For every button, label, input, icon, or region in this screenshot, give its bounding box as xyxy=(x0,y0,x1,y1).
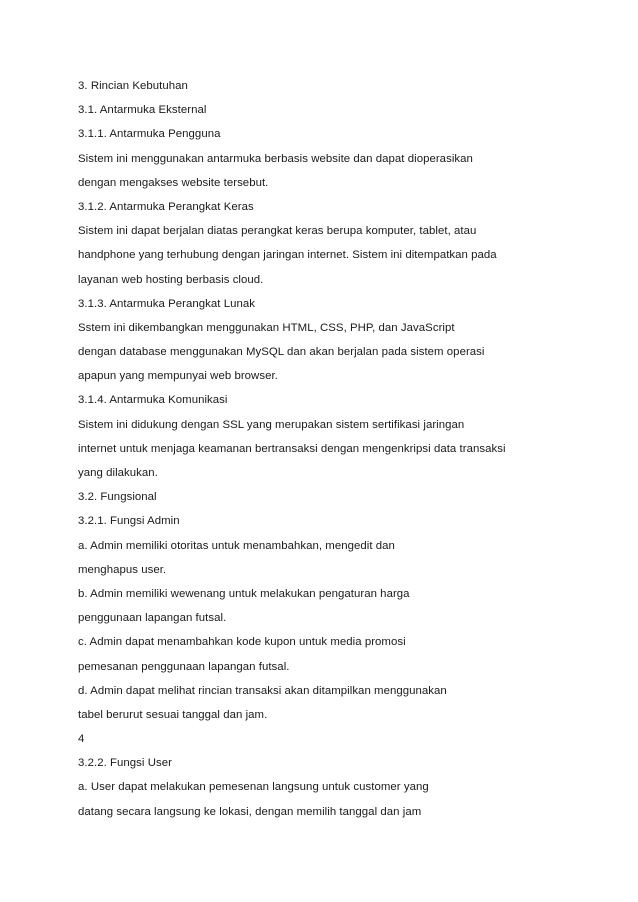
heading-rincian-kebutuhan: 3. Rincian Kebutuhan xyxy=(78,80,188,92)
paragraph-line: dengan database menggunakan MySQL dan akan berjalan pada sistem operasi xyxy=(78,346,485,359)
list-item-line: pemesanan penggunaan lapangan futsal. xyxy=(78,660,290,673)
list-item-line: d. Admin dapat melihat rincian transaksi akan ditampilkan menggunakan xyxy=(78,684,447,697)
heading-antarmuka-perangkat-keras: 3.1.2. Antarmuka Perangkat Keras xyxy=(78,200,254,213)
list-item-line: penggunaan lapangan futsal. xyxy=(78,612,227,625)
page-number: 4 xyxy=(78,733,85,746)
paragraph-line: Sistem ini didukung dengan SSL yang merupakan sistem sertifikasi jaringan xyxy=(78,418,465,431)
paragraph-line: Sistem ini menggunakan antarmuka berbasis website dan dapat dioperasikan xyxy=(78,152,473,165)
list-item-line: tabel berurut sesuai tanggal dan jam. xyxy=(78,708,268,721)
paragraph-line: Sstem ini dikembangkan menggunakan HTML, CSS, PHP, dan JavaScript xyxy=(78,321,455,334)
heading-fungsi-admin: 3.2.1. Fungsi Admin xyxy=(78,515,180,528)
heading-antarmuka-pengguna: 3.1.1. Antarmuka Pengguna xyxy=(78,128,221,141)
list-item-line: a. User dapat melakukan pemesenan langsung untuk customer yang xyxy=(78,781,429,794)
heading-antarmuka-eksternal: 3.1. Antarmuka Eksternal xyxy=(78,104,207,117)
paragraph-line: internet untuk menjaga keamanan bertransaksi dengan mengenkripsi data transaksi xyxy=(78,442,506,455)
paragraph-line: yang dilakukan. xyxy=(78,467,158,479)
paragraph-line: dengan mengakses website tersebut. xyxy=(78,176,269,189)
document-body xyxy=(78,74,578,824)
list-item-line: b. Admin memiliki wewenang untuk melakukan pengaturan harga xyxy=(78,587,410,600)
list-item-line: datang secara langsung ke lokasi, dengan memilih tanggal dan jam xyxy=(78,805,422,818)
paragraph-line: apapun yang mempunyai web browser. xyxy=(78,370,278,383)
heading-antarmuka-perangkat-lunak: 3.1.3. Antarmuka Perangkat Lunak xyxy=(78,297,256,310)
heading-fungsi-user: 3.2.2. Fungsi User xyxy=(78,757,172,770)
list-item-line: a. Admin memiliki otoritas untuk menambahkan, mengedit dan xyxy=(78,539,395,552)
paragraph-line: Sistem ini dapat berjalan diatas perangkat keras berupa komputer, tablet, atau xyxy=(78,225,477,238)
heading-antarmuka-komunikasi: 3.1.4. Antarmuka Komunikasi xyxy=(78,394,228,407)
list-item-line: menghapus user. xyxy=(78,563,167,576)
list-item-line: c. Admin dapat menambahkan kode kupon untuk media promosi xyxy=(78,636,406,649)
heading-fungsional: 3.2. Fungsional xyxy=(78,491,157,504)
paragraph-line: layanan web hosting berbasis cloud. xyxy=(78,273,264,286)
paragraph-line: handphone yang terhubung dengan jaringan internet. Sistem ini ditempatkan pada xyxy=(78,249,497,262)
